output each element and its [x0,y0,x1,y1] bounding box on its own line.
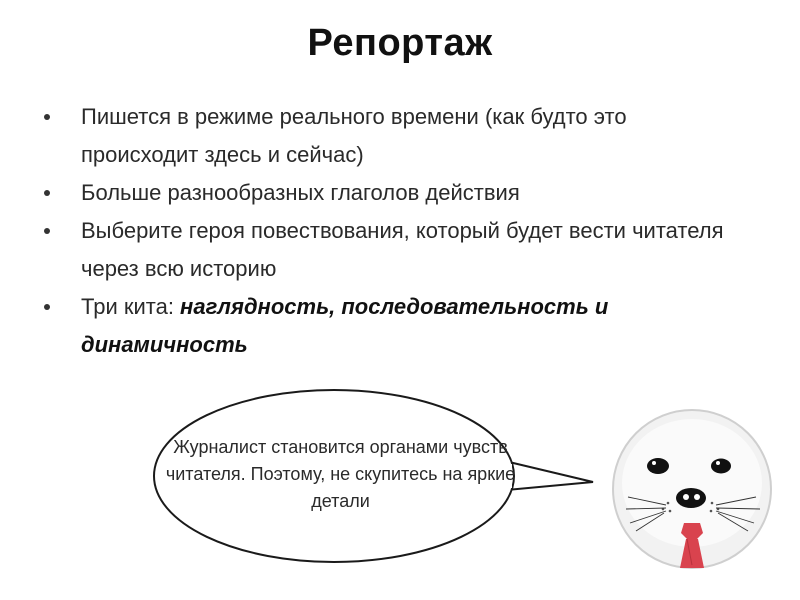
bullet-text: Больше разнообразных глаголов действия [81,180,520,205]
bullet-item [40,212,740,288]
bullet-emphasis: наглядность, последовательность и динамичность [81,294,609,357]
speech-bubble-text: Журналист становится органами чувств читателя. Поэтому, не скупитесь на яркие детали [165,437,516,511]
bullet-dot-icon [44,114,50,120]
bullet-item [40,98,740,174]
bullet-prefix: Три кита: [81,294,181,319]
bullet-item [40,288,740,364]
seal-face-icon [608,405,788,575]
slide-title: Репортаж [307,22,493,64]
bullet-list [40,98,740,364]
bullet-dot-icon [44,304,50,310]
bullet-text: Пишется в режиме реального времени (как будто это происходит здесь и сейчас) [81,104,627,167]
bullet-dot-icon [44,228,50,234]
bullet-item [40,174,740,212]
bullet-text: Выберите героя повествования, который будет вести читателя через всю историю [81,218,724,281]
bullet-dot-icon [44,190,50,196]
